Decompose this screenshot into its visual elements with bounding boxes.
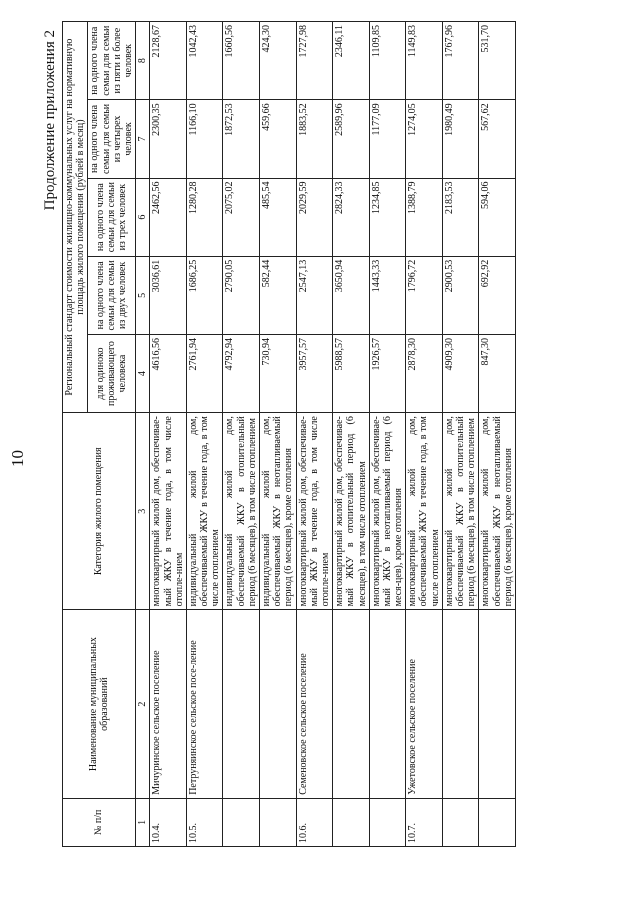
column-index: 4 xyxy=(136,334,150,412)
cost-value: 1767,96 xyxy=(442,22,479,100)
cost-value: 459,66 xyxy=(260,100,297,178)
cost-value: 1926,57 xyxy=(369,334,406,412)
housing-category: многоквартирный жилой дом, обеспечивае-мый ЖКУ в неотапливаемый период (6 меся-цев), кроме отопления xyxy=(369,413,406,610)
municipality-name: Семеновское сельское поселение xyxy=(296,610,333,798)
cost-value: 2589,96 xyxy=(333,100,370,178)
table-row xyxy=(223,22,260,847)
row-number xyxy=(223,798,260,846)
municipality-name: Ужетовское сельское поселение xyxy=(406,610,443,798)
header-subcol: на одного члена семьи для семьи из пяти и более человек xyxy=(88,22,136,100)
cost-value: 582,44 xyxy=(260,256,297,334)
column-index: 6 xyxy=(136,178,150,256)
municipality-name: Петруняинское сельское посе-ление xyxy=(186,610,223,798)
row-number xyxy=(333,798,370,846)
column-index: 3 xyxy=(136,413,150,610)
cost-value: 531,70 xyxy=(479,22,516,100)
table-row xyxy=(186,22,223,847)
header-row xyxy=(63,22,88,847)
municipality-name xyxy=(369,610,406,798)
cost-value: 1388,79 xyxy=(406,178,443,256)
column-index: 7 xyxy=(136,100,150,178)
cost-value: 5988,57 xyxy=(333,334,370,412)
cost-value: 2790,05 xyxy=(223,256,260,334)
cost-value: 3650,94 xyxy=(333,256,370,334)
row-number xyxy=(479,798,516,846)
cost-value: 1872,53 xyxy=(223,100,260,178)
table-row xyxy=(296,22,333,847)
table-row xyxy=(442,22,479,847)
cost-value: 485,54 xyxy=(260,178,297,256)
cost-value: 1686,25 xyxy=(186,256,223,334)
cost-value: 692,92 xyxy=(479,256,516,334)
column-index: 1 xyxy=(136,798,150,846)
row-number: 10.5. xyxy=(186,798,223,846)
cost-value: 2346,11 xyxy=(333,22,370,100)
row-number xyxy=(369,798,406,846)
row-number xyxy=(442,798,479,846)
header-subcol: на одного члена семьи для семьи из трех человек xyxy=(88,178,136,256)
table-row xyxy=(369,22,406,847)
header-municipality: Наименование муниципальных образований xyxy=(63,610,136,798)
cost-value: 2300,35 xyxy=(150,100,187,178)
table-row xyxy=(479,22,516,847)
cost-value: 4909,30 xyxy=(442,334,479,412)
cost-value: 1274,05 xyxy=(406,100,443,178)
municipality-name xyxy=(260,610,297,798)
cost-value: 1166,10 xyxy=(186,100,223,178)
header-subcol: на одного члена семьи для семьи из четырех человек xyxy=(88,100,136,178)
cost-value: 2824,33 xyxy=(333,178,370,256)
table-row xyxy=(260,22,297,847)
cost-value: 1796,72 xyxy=(406,256,443,334)
cost-value: 1109,85 xyxy=(369,22,406,100)
cost-value: 424,30 xyxy=(260,22,297,100)
cost-value: 1149,83 xyxy=(406,22,443,100)
municipality-name xyxy=(333,610,370,798)
municipality-name: Мичуринское сельское поселение xyxy=(150,610,187,798)
housing-category: индивидуальный жилой дом, обеспечиваемый ЖКУ в течение года, в том числе отоплением xyxy=(186,413,223,610)
municipality-name xyxy=(442,610,479,798)
page-number: 10 xyxy=(8,450,27,467)
cost-value: 1443,33 xyxy=(369,256,406,334)
cost-value: 567,62 xyxy=(479,100,516,178)
cost-value: 1980,49 xyxy=(442,100,479,178)
column-index: 8 xyxy=(136,22,150,100)
column-index: 5 xyxy=(136,256,150,334)
cost-value: 3036,61 xyxy=(150,256,187,334)
row-number: 10.4. xyxy=(150,798,187,846)
cost-value: 1177,09 xyxy=(369,100,406,178)
cost-value: 1727,98 xyxy=(296,22,333,100)
cost-value: 730,94 xyxy=(260,334,297,412)
housing-category: индивидуальный жилой дом, обеспечиваемый ЖКУ в неотапливаемый период (6 месяцев), кроме отопления xyxy=(260,413,297,610)
cost-value: 1042,43 xyxy=(186,22,223,100)
housing-category: многоквартирный жилой дом, обеспечивае-мый ЖКУ в течение года, в том числе отопле-нием xyxy=(150,413,187,610)
housing-category: многоквартирный жилой дом, обеспечиваемый ЖКУ в отопительный период (6 месяцев), в том числе отоплением xyxy=(442,413,479,610)
header-no: № п/п xyxy=(63,798,136,846)
cost-value: 1883,52 xyxy=(296,100,333,178)
cost-value: 1234,85 xyxy=(369,178,406,256)
cost-value: 847,30 xyxy=(479,334,516,412)
cost-value: 2029,59 xyxy=(296,178,333,256)
appendix-title: Продолжение приложения 2 xyxy=(42,30,58,211)
index-row xyxy=(136,22,150,847)
cost-value: 1660,56 xyxy=(223,22,260,100)
header-subcol: для одиноко проживающего человека xyxy=(88,334,136,412)
table-row xyxy=(150,22,187,847)
municipality-name xyxy=(479,610,516,798)
housing-category: многоквартирный жилой дом, обеспечивае-мый ЖКУ в отопительный период (6 месяцев), в том числе отоплением xyxy=(333,413,370,610)
cost-value: 4792,94 xyxy=(223,334,260,412)
cost-value: 2075,02 xyxy=(223,178,260,256)
housing-category: многоквартирный жилой дом, обеспечивае-мый ЖКУ в течение года, в том числе отопле-нием xyxy=(296,413,333,610)
header-subcol: на одного члена семьи для семьи из двух человек xyxy=(88,256,136,334)
tariff-table xyxy=(62,21,516,847)
cost-value: 2462,56 xyxy=(150,178,187,256)
cost-value: 594,06 xyxy=(479,178,516,256)
municipality-name xyxy=(223,610,260,798)
header-category: Категория жилого помещения xyxy=(63,413,136,610)
cost-value: 2878,30 xyxy=(406,334,443,412)
cost-value: 2761,94 xyxy=(186,334,223,412)
row-number: 10.6. xyxy=(296,798,333,846)
cost-value: 2183,53 xyxy=(442,178,479,256)
cost-value: 1280,28 xyxy=(186,178,223,256)
header-standard: Региональный стандарт стоимости жилищно-коммунальных услуг на нормативную площадь жилого помещения (рублей в месяц) xyxy=(63,22,88,413)
housing-category: многоквартирный жилой дом, обеспечиваемый ЖКУ в течение года, в том числе отоплением xyxy=(406,413,443,610)
cost-value: 2547,13 xyxy=(296,256,333,334)
cost-value: 2128,67 xyxy=(150,22,187,100)
housing-category: индивидуальный жилой дом, обеспечиваемый ЖКУ в отопительный период (6 месяцев), в том числе отоплением xyxy=(223,413,260,610)
table-row xyxy=(333,22,370,847)
column-index: 2 xyxy=(136,610,150,798)
cost-value: 4616,56 xyxy=(150,334,187,412)
cost-value: 2900,53 xyxy=(442,256,479,334)
housing-category: многоквартирный жилой дом, обеспечиваемый ЖКУ в неотапливаемый период (6 месяцев), кроме отопления xyxy=(479,413,516,610)
row-number xyxy=(260,798,297,846)
cost-value: 3957,57 xyxy=(296,334,333,412)
row-number: 10.7. xyxy=(406,798,443,846)
table-row xyxy=(406,22,443,847)
